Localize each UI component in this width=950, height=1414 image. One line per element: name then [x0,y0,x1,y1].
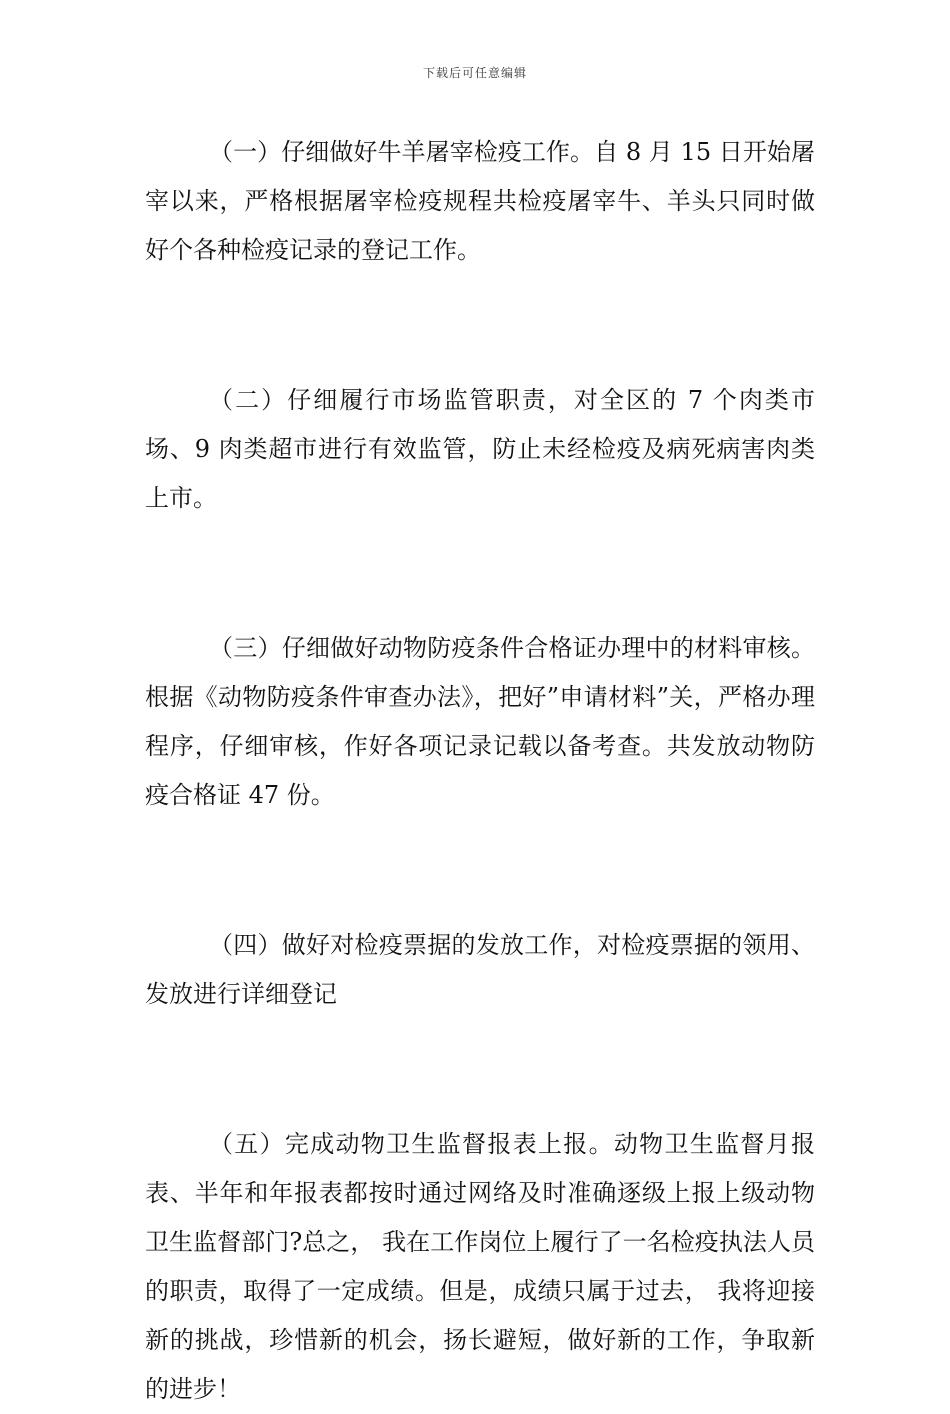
paragraph-3: （三）仔细做好动物防疫条件合格证办理中的材料审核。根据《动物防疫条件审查办法》，把好”申请材料”关，严格办理程序，仔细审核，作好各项记录记载以备考查。共发放动物防疫合格证 47 份。 [145,634,815,809]
paragraph-2: （二）仔细履行市场监管职责，对全区的 7 个肉类市场、9 肉类超市进行有效监管，防止未经检疫及病死病害肉类上市。 [145,386,815,512]
paragraph-1: （一）仔细做好牛羊屠宰检疫工作。自 8 月 15 日开始屠宰以来，严格根据屠宰检疫规程共检疫屠宰牛、羊头只同时做好个各种检疫记录的登记工作。 [145,138,815,264]
paragraph-5: （五）完成动物卫生监督报表上报。动物卫生监督月报表、半年和年报表都按时通过网络及时准确逐级上报上级动物卫生监督部门?总之， 我在工作岗位上履行了一名检疫执法人员的职责，取得了一定成绩。但是，成绩只属于过去， 我将迎接新的挑战，珍惜新的机会，扬长避短，做好新的工作，争取新的进步！ [145,1130,815,1403]
document-body [145,128,815,1414]
page-header-note: 下载后可任意编辑 [422,66,527,80]
paragraph-4: （四）做好对检疫票据的发放工作，对检疫票据的领用、发放进行详细登记 [145,931,815,1008]
